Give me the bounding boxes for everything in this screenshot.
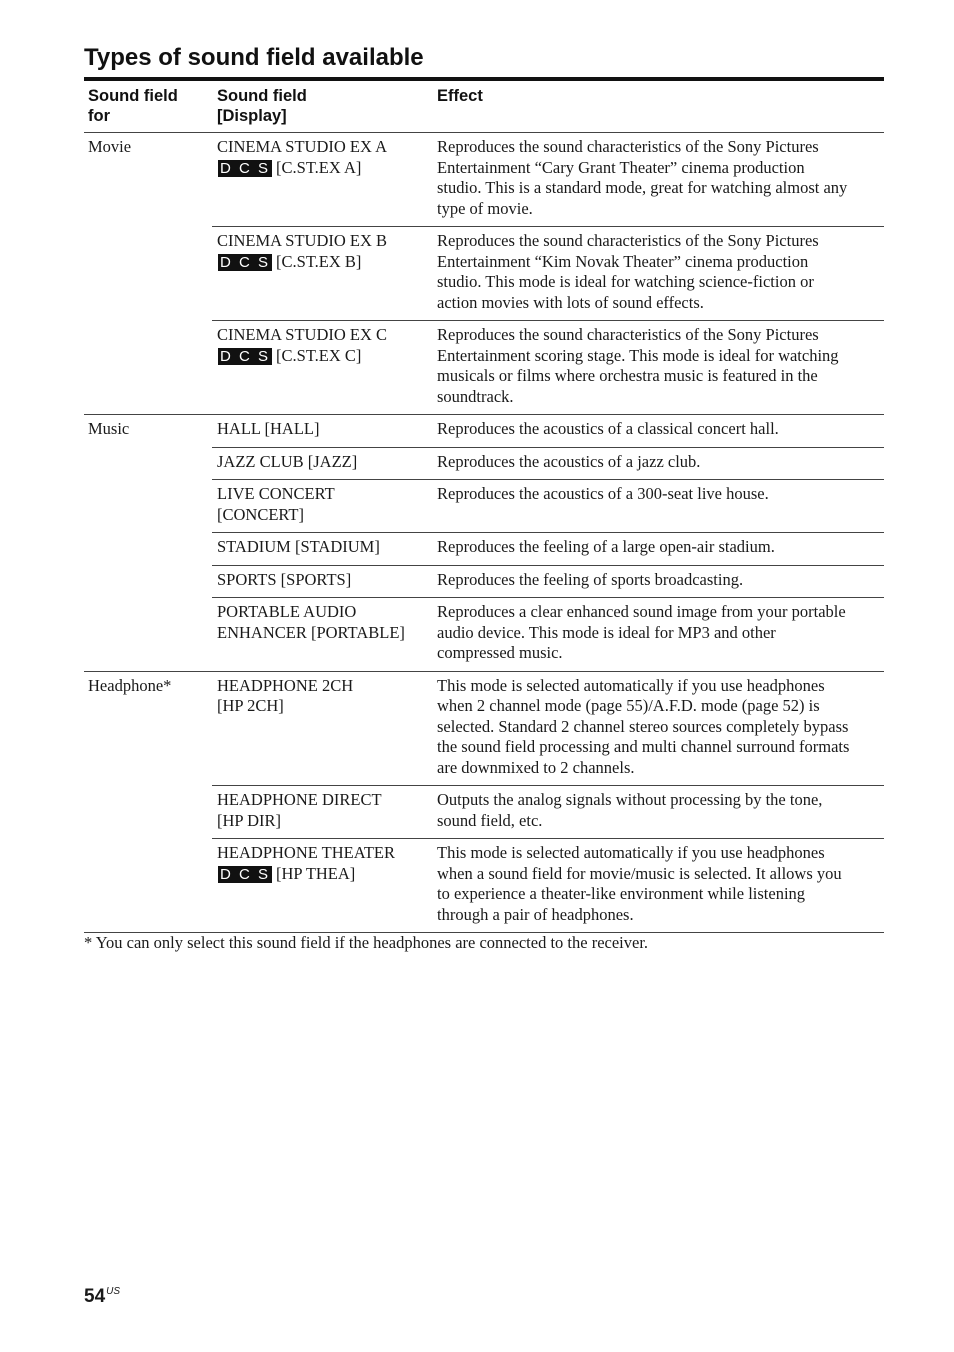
sound-field-cell bbox=[212, 448, 430, 480]
sound-field-display: [C.ST.EX A] bbox=[276, 157, 362, 177]
effect-line: This mode is selected automatically if you use headphones bbox=[437, 675, 825, 695]
table-body bbox=[84, 133, 884, 933]
sound-field-line: HEADPHONE DIRECT bbox=[217, 790, 382, 809]
sound-field-cell bbox=[212, 566, 430, 598]
group-rows bbox=[212, 133, 884, 414]
effect-line: Outputs the analog signals without processing by the tone, bbox=[437, 790, 823, 809]
table-row bbox=[212, 133, 884, 226]
effect-line: action movies with lots of sound effects. bbox=[437, 292, 704, 312]
effect-cell bbox=[430, 448, 884, 480]
effect-line: Reproduces the sound characteristics of the Sony Pictures bbox=[437, 231, 819, 250]
table-header bbox=[84, 81, 884, 133]
sound-field-display: [C.ST.EX C] bbox=[276, 345, 362, 365]
sound-field-display-line bbox=[217, 158, 430, 179]
table-group-music bbox=[84, 415, 884, 672]
header-sound-field-for: Sound field for bbox=[88, 87, 178, 125]
table-row bbox=[212, 672, 884, 786]
effect-line: soundtrack. bbox=[437, 386, 514, 406]
effect-cell bbox=[430, 839, 884, 932]
table-row bbox=[212, 320, 884, 414]
effect-cell bbox=[430, 533, 884, 565]
sound-field-line: HEADPHONE 2CH bbox=[217, 675, 354, 695]
group-label: Music bbox=[88, 419, 130, 438]
sound-field-display: [C.ST.EX B] bbox=[276, 251, 362, 271]
dcs-badge-icon: D C S bbox=[220, 865, 271, 883]
sound-field-display-line bbox=[217, 864, 430, 885]
sound-field-display-line bbox=[217, 346, 430, 367]
effect-line: Reproduces the acoustics of a classical concert hall. bbox=[437, 419, 779, 438]
effect-cell bbox=[430, 415, 884, 447]
table-row bbox=[212, 838, 884, 932]
sound-field-line: JAZZ CLUB [JAZZ] bbox=[217, 451, 358, 471]
sound-field-line: HALL [HALL] bbox=[217, 419, 320, 438]
sound-field-line: ENHANCER [PORTABLE] bbox=[217, 622, 405, 642]
sound-field-cell bbox=[212, 415, 430, 447]
effect-cell bbox=[430, 786, 884, 838]
sound-field-line: STADIUM [STADIUM] bbox=[217, 537, 380, 556]
sound-field-line: [CONCERT] bbox=[217, 504, 305, 524]
effect-cell bbox=[430, 598, 884, 671]
page-title: Types of sound field available bbox=[84, 44, 424, 71]
sound-field-name: CINEMA STUDIO EX A bbox=[217, 137, 388, 156]
effect-line: compressed music. bbox=[437, 643, 563, 662]
sound-field-table bbox=[84, 81, 884, 933]
sound-field-cell bbox=[212, 321, 430, 414]
sound-field-display-line bbox=[217, 252, 430, 273]
effect-line: Reproduces the feeling of a large open-air stadium. bbox=[437, 537, 775, 556]
effect-line: studio. This mode is ideal for watching science-fiction or bbox=[437, 272, 814, 291]
effect-line: Entertainment “Cary Grant Theater” cinema production bbox=[437, 157, 805, 177]
sound-field-cell bbox=[212, 839, 430, 932]
sound-field-cell bbox=[212, 786, 430, 838]
table-row bbox=[212, 597, 884, 671]
table-row bbox=[212, 565, 884, 598]
sound-field-cell bbox=[212, 672, 430, 786]
group-label: Movie bbox=[88, 137, 132, 156]
group-label: Headphone* bbox=[88, 675, 172, 695]
effect-line: to experience a theater-like environment while listening bbox=[437, 884, 806, 903]
effect-cell bbox=[430, 672, 884, 786]
effect-line: Reproduces the feeling of sports broadcasting. bbox=[437, 569, 744, 589]
effect-line: Reproduces the sound characteristics of the Sony Pictures bbox=[437, 325, 819, 344]
page-number: $54^{US}$ bbox=[84, 1286, 121, 1307]
effect-line: when 2 channel mode (page 55)/A.F.D. mode (page 52) is bbox=[437, 696, 820, 715]
effect-line: Reproduces a clear enhanced sound image from your portable bbox=[437, 602, 846, 621]
dcs-badge-icon: D C S bbox=[220, 253, 271, 271]
effect-line: the sound field processing and multi channel surround formats bbox=[437, 737, 850, 756]
effect-cell bbox=[430, 321, 884, 414]
table-row bbox=[212, 415, 884, 447]
sound-field-display: [HP THEA] bbox=[276, 863, 356, 883]
sound-field-name: CINEMA STUDIO EX B bbox=[217, 231, 388, 250]
effect-line: This mode is selected automatically if you use headphones bbox=[437, 843, 825, 862]
effect-line: Reproduces the sound characteristics of the Sony Pictures bbox=[437, 137, 819, 156]
sound-field-cell bbox=[212, 227, 430, 320]
effect-line: through a pair of headphones. bbox=[437, 904, 634, 924]
table-row bbox=[212, 532, 884, 565]
effect-line: Entertainment scoring stage. This mode is ideal for watching bbox=[437, 345, 839, 365]
sound-field-line: [HP DIR] bbox=[217, 810, 282, 830]
effect-line: sound field, etc. bbox=[437, 810, 543, 830]
footnote: * You can only select this sound field if the headphones are connected to the receiver. bbox=[84, 933, 649, 952]
effect-cell bbox=[430, 227, 884, 320]
effect-line: are downmixed to 2 channels. bbox=[437, 757, 635, 777]
sound-field-line: [HP 2CH] bbox=[217, 696, 284, 715]
sound-field-line: LIVE CONCERT bbox=[217, 484, 335, 503]
sound-field-name: HEADPHONE THEATER bbox=[217, 843, 395, 862]
dcs-badge-icon: D C S bbox=[220, 159, 271, 177]
effect-line: musicals or films where orchestra music is featured in the bbox=[437, 366, 818, 385]
effect-line: studio. This is a standard mode, great for watching almost any bbox=[437, 178, 848, 197]
effect-line: Reproduces the acoustics of a 300-seat live house. bbox=[437, 484, 769, 503]
sound-field-cell bbox=[212, 480, 430, 532]
effect-cell bbox=[430, 480, 884, 532]
sound-field-cell bbox=[212, 533, 430, 565]
sound-field-line: SPORTS [SPORTS] bbox=[217, 569, 352, 589]
sound-field-line: PORTABLE AUDIO bbox=[217, 602, 357, 621]
table-group-headphone bbox=[84, 672, 884, 934]
effect-line: audio device. This mode is ideal for MP3 and other bbox=[437, 622, 776, 642]
effect-line: selected. Standard 2 channel stereo sources completely bypass bbox=[437, 716, 849, 736]
group-rows bbox=[212, 672, 884, 933]
header-sound-field-display: Sound field [Display] bbox=[217, 87, 307, 125]
sound-field-cell bbox=[212, 598, 430, 671]
group-rows bbox=[212, 415, 884, 671]
header-effect: Effect bbox=[437, 87, 483, 105]
effect-line: Entertainment “Kim Novak Theater” cinema production bbox=[437, 251, 809, 271]
sound-field-cell bbox=[212, 133, 430, 226]
effect-line: when a sound field for movie/music is selected. It allows you bbox=[437, 863, 842, 883]
table-row bbox=[212, 447, 884, 480]
table-row bbox=[212, 479, 884, 532]
effect-line: Reproduces the acoustics of a jazz club. bbox=[437, 451, 701, 471]
effect-cell bbox=[430, 566, 884, 598]
dcs-badge-icon: D C S bbox=[220, 347, 271, 365]
table-row bbox=[212, 785, 884, 838]
table-group-movie bbox=[84, 133, 884, 415]
sound-field-name: CINEMA STUDIO EX C bbox=[217, 325, 388, 344]
effect-line: type of movie. bbox=[437, 198, 533, 218]
table-row bbox=[212, 226, 884, 320]
effect-cell bbox=[430, 133, 884, 226]
